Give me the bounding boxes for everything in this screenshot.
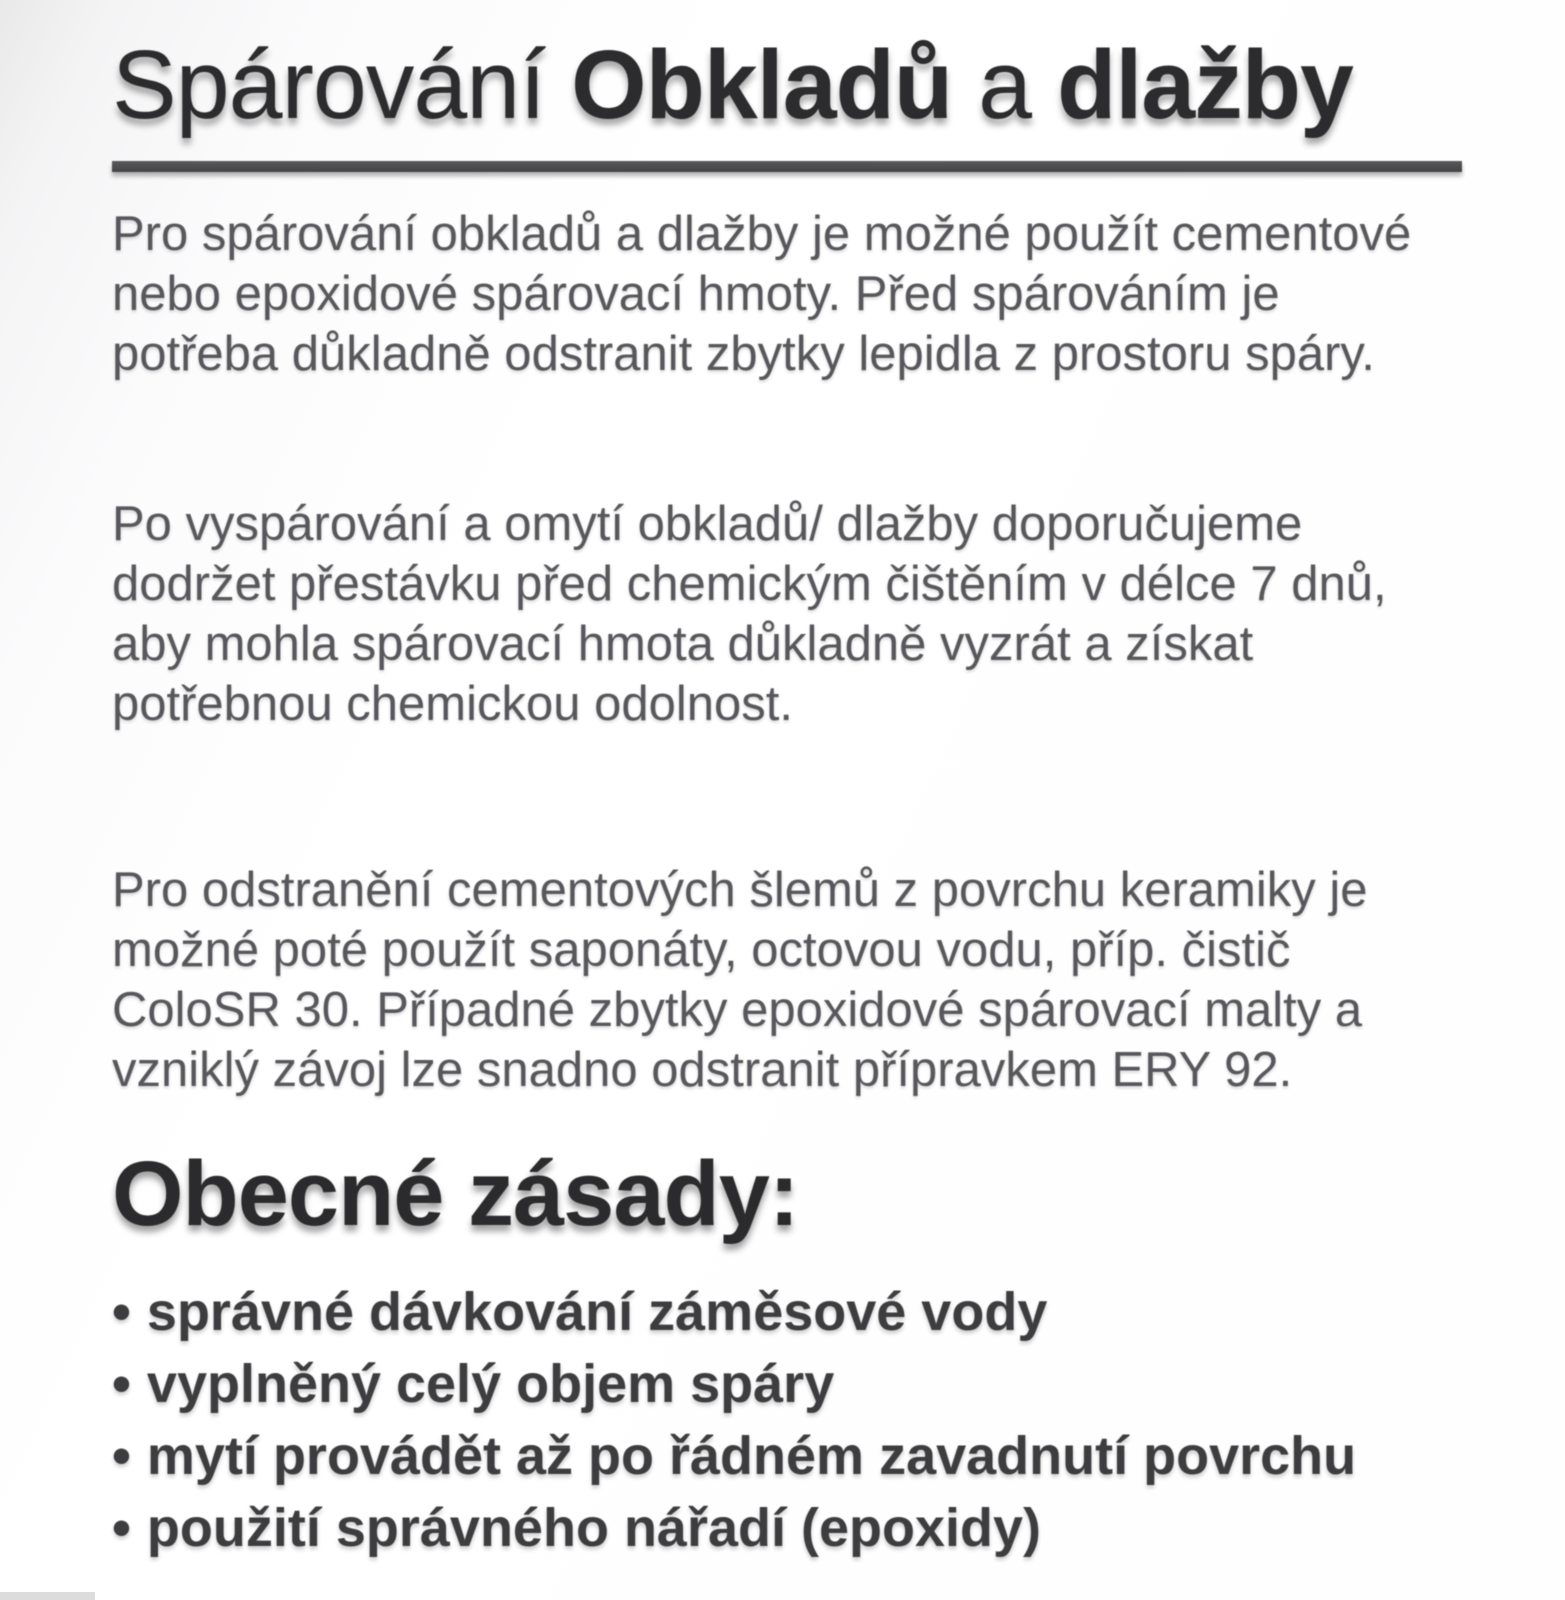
list-item — [112, 1348, 1475, 1420]
paragraph-line: ColoSR 30. Případné zbytky epoxidové spárovací malty a — [112, 983, 1363, 1038]
title-divider-rule — [112, 161, 1462, 172]
bottom-left-scan-artifact — [0, 1592, 95, 1600]
bullet-icon: • — [112, 1354, 131, 1415]
list-item — [112, 1492, 1475, 1564]
general-principles-list — [112, 1276, 1475, 1564]
paragraph-line: aby mohla spárovací hmota důkladně vyzrát a získat — [112, 617, 1254, 672]
section-heading-general-principles: Obecné zásady: — [112, 1143, 799, 1246]
paragraph-line: vzniklý závoj lze snadno odstranit přípravkem ERY 92. — [112, 1043, 1293, 1098]
list-item-text: mytí provádět až po řádném zavadnutí povrchu — [146, 1426, 1357, 1487]
title-bold-obkladu: Obkladů — [571, 30, 953, 139]
bullet-icon: • — [112, 1426, 131, 1487]
paragraph-line: Po vyspárování a omytí obkladů/ dlažby doporučujeme — [112, 497, 1303, 552]
document-content — [112, 28, 1475, 1564]
paragraph-line: možné poté použít saponáty, octovou vodu, příp. čistič — [112, 923, 1291, 978]
page-title — [112, 28, 1475, 142]
title-regular-part: Spárování — [112, 30, 572, 139]
paragraph-cleaning-products — [112, 860, 1475, 1100]
paragraph-waiting-period — [112, 494, 1475, 734]
paragraph-cement-epoxy — [112, 204, 1475, 384]
bullet-icon: • — [112, 1282, 131, 1343]
paragraph-line: Pro odstranění cementových šlemů z povrchu keramiky je — [112, 863, 1368, 918]
paragraph-line: dodržet přestávku před chemickým čištěním v délce 7 dnů, — [112, 557, 1387, 612]
list-item-text: použití správného nářadí (epoxidy) — [146, 1498, 1042, 1559]
list-item — [112, 1420, 1475, 1492]
paragraph-line: potřeba důkladně odstranit zbytky lepidla z prostoru spáry. — [112, 327, 1375, 382]
list-item-text: správné dávkování záměsové vody — [146, 1282, 1048, 1343]
title-connector: a — [952, 30, 1058, 139]
paragraph-line: potřebnou chemickou odolnost. — [112, 677, 793, 732]
paragraph-line: Pro spárování obkladů a dlažby je možné použít cementové — [112, 207, 1412, 262]
list-item-text: vyplněný celý objem spáry — [146, 1354, 835, 1415]
bullet-icon: • — [112, 1498, 131, 1559]
list-item — [112, 1276, 1475, 1348]
paragraph-line: nebo epoxidové spárovací hmoty. Před spárováním je — [112, 267, 1280, 322]
title-bold-dlazby: dlažby — [1057, 30, 1353, 139]
